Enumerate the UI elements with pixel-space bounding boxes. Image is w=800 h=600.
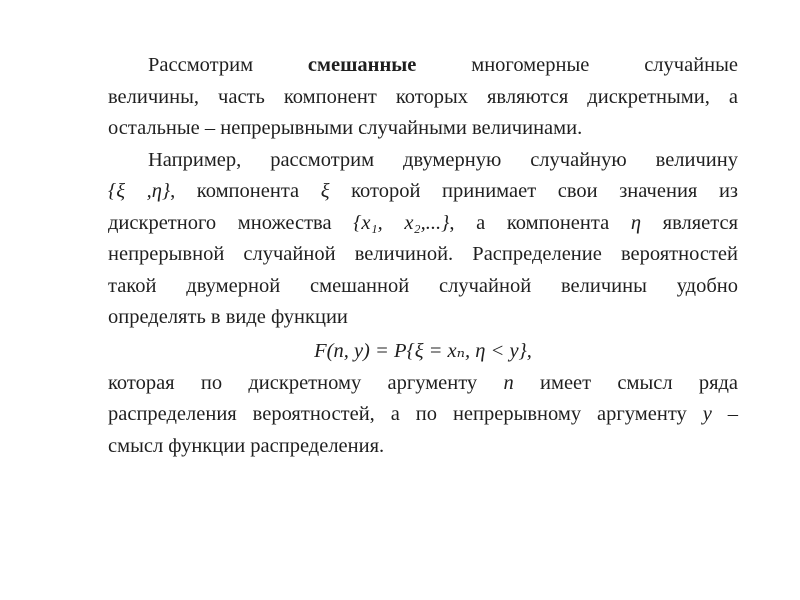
symbol-n: n	[503, 371, 514, 394]
formula-set: {x₁, x₂,...}	[353, 211, 450, 234]
text-block	[108, 50, 738, 462]
paragraph-3-line-2	[108, 399, 738, 431]
text-and-component: , а компонента	[449, 211, 610, 234]
text-consider: Рассмотрим	[148, 54, 254, 76]
formula-pair: {ξ ,η}	[108, 180, 171, 202]
paragraph-2-line-2	[108, 176, 738, 208]
text-multidim: многомерные случайные	[471, 54, 739, 76]
term-mixed: смешанные	[307, 54, 417, 76]
symbol-eta: η	[630, 211, 642, 234]
paragraph-2-line-5: такой двумерной смешанной случайной величины удобно	[108, 274, 738, 297]
symbol-y: y	[702, 403, 712, 425]
paragraph-1-line-2: величины, часть компонент которых являются дискретными, а	[108, 85, 738, 108]
distribution-formula: F(n, y) = P{ξ = xₙ, η < y},	[314, 339, 532, 362]
paragraph-2-line-1	[108, 145, 738, 177]
text-example: Например, рассмотрим двумерную случайную величину	[148, 148, 738, 171]
text-which-by-discrete: которая по дискретному аргументу	[108, 371, 478, 394]
text-continuous-argument: распределения вероятностей, а по непрерывному аргументу	[108, 403, 687, 425]
text-is: является	[662, 211, 739, 234]
paragraph-2-line-4: непрерывной случайной величиной. Распределение вероятностей	[108, 243, 738, 265]
paragraph-1-line-3: остальные – непрерывными случайными величинами.	[108, 117, 583, 139]
paragraph-2-line-3	[108, 208, 738, 240]
paragraph-2-line-6: определять в виде функции	[108, 306, 348, 328]
text-has-meaning: имеет смысл ряда	[540, 371, 739, 394]
paragraph-3-line-1	[108, 368, 738, 400]
text-component: , компонента	[170, 180, 300, 202]
text-dash: –	[727, 403, 739, 425]
symbol-xi: ξ	[320, 180, 330, 202]
paragraph-1-line-1	[108, 50, 738, 82]
text-takes-values: которой принимает свои значения из	[351, 180, 739, 202]
paragraph-3-line-3: смысл функции распределения.	[108, 434, 385, 457]
text-discrete-set: дискретного множества	[108, 211, 332, 234]
